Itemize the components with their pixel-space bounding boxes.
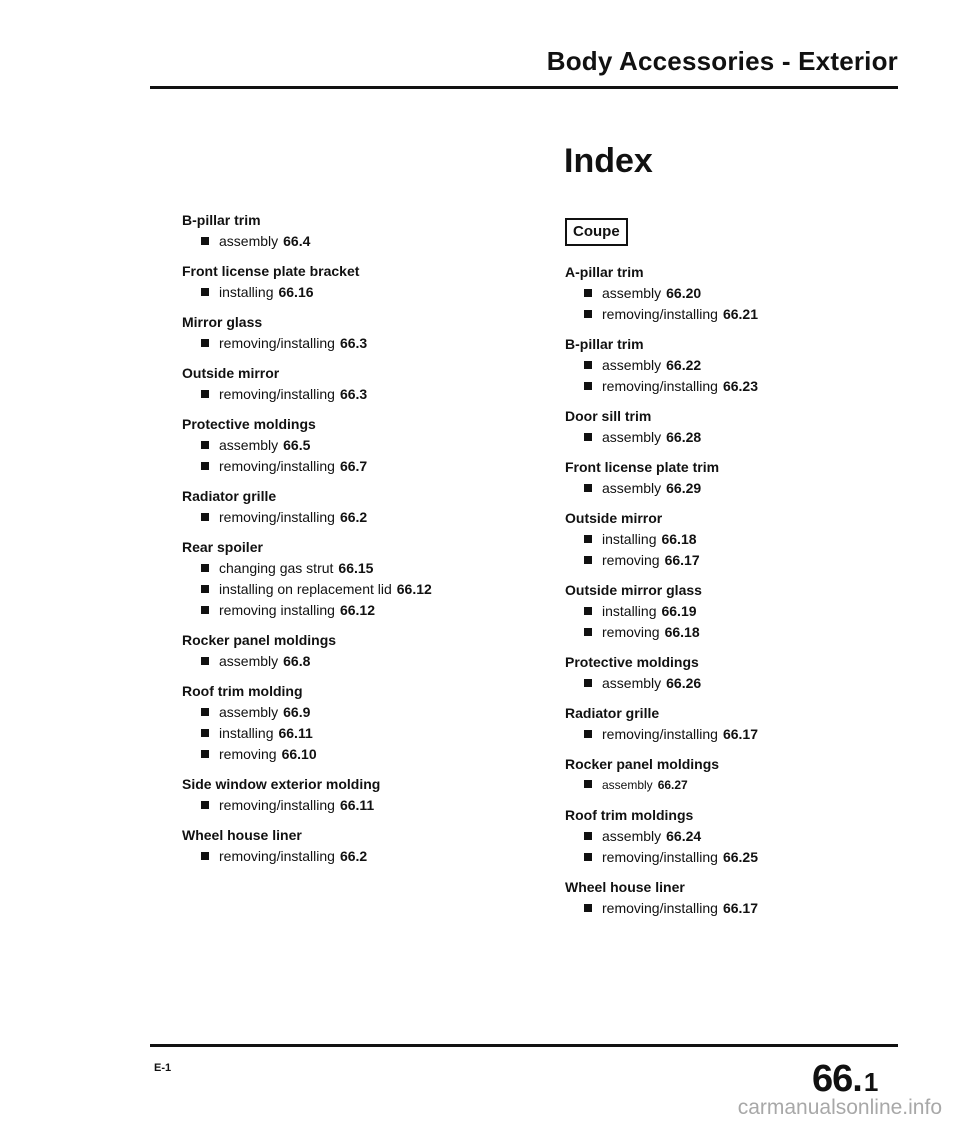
square-bullet-icon <box>201 462 209 470</box>
index-heading: Rocker panel moldings <box>565 756 720 772</box>
index-entry <box>182 282 512 303</box>
entry-page-ref: 66.26 <box>666 675 702 691</box>
entry-text: removing/installing <box>219 458 335 474</box>
entry-text: removing/installing <box>602 378 718 394</box>
entry-text: removing/installing <box>219 848 335 864</box>
index-entry <box>565 304 865 325</box>
entry-text: removing/installing <box>602 306 718 322</box>
index-entry <box>182 456 512 477</box>
entry-text: removing <box>602 552 660 568</box>
entry-text: assembly <box>219 653 279 669</box>
index-heading: Radiator grille <box>182 488 277 504</box>
index-entry <box>182 600 512 621</box>
entry-text: removing/installing <box>219 797 335 813</box>
square-bullet-icon <box>201 390 209 398</box>
index-entry <box>182 384 512 405</box>
index-heading: Rocker panel moldings <box>182 632 337 648</box>
index-section <box>182 486 512 528</box>
index-entry <box>182 558 512 579</box>
entry-page-ref: 66.17 <box>722 900 758 916</box>
index-entry <box>182 435 512 456</box>
entry-page-ref: 66.18 <box>661 531 697 547</box>
index-heading: Front license plate trim <box>565 459 720 475</box>
index-section <box>182 825 512 867</box>
index-heading: Radiator grille <box>565 705 660 721</box>
entry-text: removing/installing <box>602 849 718 865</box>
entry-page-ref: 66.11 <box>339 797 375 813</box>
index-entry <box>565 376 865 397</box>
index-heading: Rear spoiler <box>182 539 263 555</box>
square-bullet-icon <box>584 484 592 492</box>
index-entry <box>565 427 865 448</box>
square-bullet-icon <box>584 679 592 687</box>
index-section <box>182 630 512 672</box>
index-heading: Front license plate bracket <box>182 263 360 279</box>
square-bullet-icon <box>201 657 209 665</box>
index-entry <box>565 478 865 499</box>
index-heading: Wheel house liner <box>182 827 302 843</box>
index-section <box>182 261 512 303</box>
entry-text: installing <box>219 725 274 741</box>
entry-text: removing/installing <box>602 900 718 916</box>
entry-text: removing/installing <box>219 335 335 351</box>
square-bullet-icon <box>584 730 592 738</box>
entry-page-ref: 66.21 <box>722 306 758 322</box>
footer-rule <box>150 1044 898 1047</box>
index-section <box>565 805 865 868</box>
entry-page-ref: 66.2 <box>339 509 368 525</box>
entry-page-ref: 66.2 <box>339 848 368 864</box>
square-bullet-icon <box>584 289 592 297</box>
entry-text: removing/installing <box>602 726 718 742</box>
entry-page-ref: 66.17 <box>664 552 700 568</box>
index-entry <box>182 507 512 528</box>
entry-page-ref: 66.8 <box>283 653 311 669</box>
index-entry <box>182 795 512 816</box>
index-section <box>182 312 512 354</box>
square-bullet-icon <box>584 310 592 318</box>
square-bullet-icon <box>584 535 592 543</box>
square-bullet-icon <box>201 729 209 737</box>
index-entry <box>182 651 512 672</box>
entry-page-ref: 66.19 <box>661 603 697 619</box>
index-entry <box>182 723 512 744</box>
entry-page-ref: 66.12 <box>396 581 432 597</box>
index-entry <box>182 579 512 600</box>
square-bullet-icon <box>584 628 592 636</box>
square-bullet-icon <box>201 237 209 245</box>
square-bullet-icon <box>201 288 209 296</box>
index-entry <box>565 724 865 745</box>
index-entry <box>182 744 512 765</box>
page-number-sub: 1 <box>863 1067 878 1097</box>
footer-section-code: E-1 <box>154 1062 172 1074</box>
index-heading: Outside mirror <box>182 365 280 381</box>
entry-page-ref: 66.7 <box>339 458 368 474</box>
index-heading: Mirror glass <box>182 314 263 330</box>
index-heading: B-pillar trim <box>182 212 261 228</box>
square-bullet-icon <box>584 433 592 441</box>
entry-page-ref: 66.5 <box>283 437 311 453</box>
coupe-label: Coupe <box>565 218 628 246</box>
entry-page-ref: 66.27 <box>657 778 688 792</box>
square-bullet-icon <box>584 853 592 861</box>
index-section <box>565 580 865 643</box>
entry-text: assembly <box>219 233 279 249</box>
entry-page-ref: 66.3 <box>339 386 368 402</box>
square-bullet-icon <box>201 708 209 716</box>
entry-page-ref: 66.15 <box>338 560 374 576</box>
index-section <box>182 537 512 621</box>
entry-page-ref: 66.12 <box>339 602 375 618</box>
square-bullet-icon <box>201 606 209 614</box>
entry-page-ref: 66.23 <box>722 378 758 394</box>
square-bullet-icon <box>584 904 592 912</box>
index-heading: Roof trim moldings <box>565 807 694 823</box>
square-bullet-icon <box>584 607 592 615</box>
square-bullet-icon <box>201 852 209 860</box>
entry-text: removing/installing <box>219 509 335 525</box>
index-section <box>182 210 512 252</box>
entry-page-ref: 66.4 <box>283 233 311 249</box>
right-index-column <box>565 262 865 928</box>
index-heading: Side window exterior molding <box>182 776 381 792</box>
index-section <box>565 406 865 448</box>
index-section <box>182 774 512 816</box>
index-heading: Door sill trim <box>565 408 652 424</box>
entry-text: removing/installing <box>219 386 335 402</box>
index-entry <box>182 846 512 867</box>
entry-text: assembly <box>602 285 662 301</box>
index-heading: Outside mirror glass <box>565 582 702 598</box>
index-entry <box>565 601 865 622</box>
index-entry <box>565 898 865 919</box>
entry-page-ref: 66.20 <box>666 285 702 301</box>
entry-text: assembly <box>219 437 279 453</box>
square-bullet-icon <box>201 585 209 593</box>
index-section <box>182 414 512 477</box>
index-entry <box>182 231 512 252</box>
entry-page-ref: 66.16 <box>278 284 314 300</box>
index-section <box>182 681 512 765</box>
index-entry <box>565 283 865 304</box>
footer-page-number <box>812 1058 877 1101</box>
entry-text: removing <box>602 624 660 640</box>
entry-page-ref: 66.10 <box>281 746 317 762</box>
index-entry <box>565 355 865 376</box>
index-entry <box>182 702 512 723</box>
entry-text: assembly <box>602 828 662 844</box>
header-title: Body Accessories - Exterior <box>546 46 898 76</box>
square-bullet-icon <box>584 361 592 369</box>
index-heading: Wheel house liner <box>565 879 685 895</box>
entry-page-ref: 66.18 <box>664 624 700 640</box>
entry-page-ref: 66.3 <box>339 335 368 351</box>
entry-page-ref: 66.28 <box>666 429 702 445</box>
index-entry <box>565 826 865 847</box>
entry-page-ref: 66.9 <box>283 704 311 720</box>
page-number-main: 66. <box>812 1058 862 1100</box>
index-section <box>565 703 865 745</box>
index-entry <box>565 775 865 796</box>
index-title: Index <box>564 142 653 180</box>
entry-text: assembly <box>602 429 662 445</box>
index-entry <box>565 622 865 643</box>
index-section <box>565 457 865 499</box>
index-heading: Protective moldings <box>182 416 316 432</box>
entry-text: assembly <box>602 480 662 496</box>
square-bullet-icon <box>201 441 209 449</box>
index-entry <box>565 550 865 571</box>
square-bullet-icon <box>201 801 209 809</box>
index-heading: Outside mirror <box>565 510 663 526</box>
index-section <box>182 363 512 405</box>
square-bullet-icon <box>584 780 592 788</box>
entry-text: installing <box>602 531 657 547</box>
entry-page-ref: 66.11 <box>278 725 313 741</box>
entry-page-ref: 66.29 <box>666 480 702 496</box>
square-bullet-icon <box>201 339 209 347</box>
index-entry <box>565 847 865 868</box>
index-entry <box>565 673 865 694</box>
square-bullet-icon <box>584 832 592 840</box>
header-rule <box>150 86 898 89</box>
index-section <box>565 262 865 325</box>
entry-text: removing installing <box>219 602 335 618</box>
index-heading: B-pillar trim <box>565 336 644 352</box>
left-index-column <box>182 210 512 876</box>
index-section <box>565 508 865 571</box>
entry-text: assembly <box>602 357 662 373</box>
entry-text: assembly <box>602 778 653 792</box>
square-bullet-icon <box>584 556 592 564</box>
index-section <box>565 334 865 397</box>
index-entry <box>182 333 512 354</box>
entry-page-ref: 66.25 <box>722 849 758 865</box>
index-heading: A-pillar trim <box>565 264 644 280</box>
entry-text: installing <box>219 284 274 300</box>
entry-page-ref: 66.17 <box>722 726 758 742</box>
square-bullet-icon <box>201 750 209 758</box>
square-bullet-icon <box>201 513 209 521</box>
square-bullet-icon <box>584 382 592 390</box>
index-heading: Roof trim molding <box>182 683 303 699</box>
index-entry <box>565 529 865 550</box>
index-section <box>565 652 865 694</box>
index-heading: Protective moldings <box>565 654 699 670</box>
square-bullet-icon <box>201 564 209 572</box>
entry-text: installing <box>602 603 657 619</box>
entry-text: changing gas strut <box>219 560 334 576</box>
entry-text: assembly <box>602 675 662 691</box>
entry-page-ref: 66.22 <box>666 357 702 373</box>
entry-text: removing <box>219 746 277 762</box>
watermark: carmanualsonline.info <box>737 1096 942 1119</box>
entry-text: assembly <box>219 704 279 720</box>
entry-text: installing on replacement lid <box>219 581 392 597</box>
index-section <box>565 754 865 796</box>
entry-page-ref: 66.24 <box>666 828 702 844</box>
index-section <box>565 877 865 919</box>
